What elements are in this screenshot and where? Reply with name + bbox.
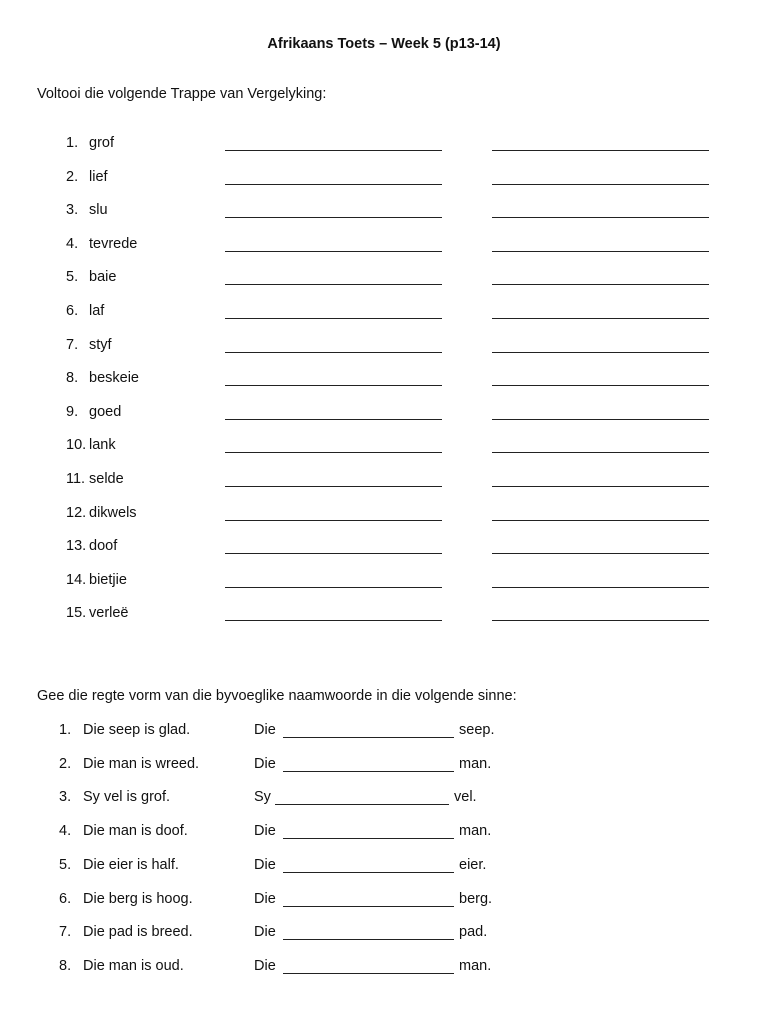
answer-blank[interactable]	[283, 838, 454, 839]
item-number: 15.	[66, 605, 87, 622]
comparison-row	[0, 303, 768, 323]
comparison-row	[0, 471, 768, 491]
adjective-word: slu	[89, 202, 108, 219]
source-sentence: Die man is wreed.	[83, 755, 200, 772]
item-number: 5.	[59, 856, 72, 873]
answer-prefix: Die	[254, 755, 276, 772]
answer-blank[interactable]	[283, 737, 454, 738]
adjective-word: lank	[89, 437, 116, 454]
comparative-answer-line[interactable]	[225, 419, 442, 420]
adjective-word: doof	[89, 538, 118, 555]
comparative-answer-line[interactable]	[225, 217, 442, 218]
superlative-answer-line[interactable]	[492, 150, 709, 151]
section2-instruction: Gee die regte vorm van die byvoeglike naamwoorde in die volgende sinne:	[37, 688, 517, 704]
superlative-answer-line[interactable]	[492, 520, 709, 521]
answer-suffix: man.	[459, 755, 492, 772]
item-number: 9.	[66, 403, 79, 420]
comparative-answer-line[interactable]	[225, 150, 442, 151]
comparative-answer-line[interactable]	[225, 553, 442, 554]
superlative-answer-line[interactable]	[492, 553, 709, 554]
superlative-answer-line[interactable]	[492, 251, 709, 252]
comparison-row	[0, 269, 768, 289]
item-number: 4.	[66, 235, 79, 252]
adjective-word: bietjie	[89, 571, 127, 588]
item-number: 8.	[66, 370, 79, 387]
page-title: Afrikaans Toets – Week 5 (p13-14)	[267, 36, 501, 52]
comparative-answer-line[interactable]	[225, 318, 442, 319]
superlative-answer-line[interactable]	[492, 284, 709, 285]
adjective-word: dikwels	[89, 504, 137, 521]
comparison-row	[0, 202, 768, 222]
comparison-row	[0, 337, 768, 357]
adjective-word: laf	[89, 303, 105, 319]
sentence-row	[0, 958, 768, 978]
item-number: 2.	[59, 755, 72, 772]
sentence-row	[0, 924, 768, 944]
item-number: 13.	[66, 538, 87, 555]
answer-blank[interactable]	[283, 771, 454, 772]
item-number: 3.	[66, 202, 79, 219]
answer-blank[interactable]	[283, 872, 454, 873]
comparative-answer-line[interactable]	[225, 284, 442, 285]
answer-prefix: Die	[254, 957, 276, 974]
item-number: 14.	[66, 571, 87, 588]
item-number: 5.	[66, 269, 79, 286]
comparative-answer-line[interactable]	[225, 184, 442, 185]
adjective-word: grof	[89, 135, 114, 151]
comparison-row	[0, 605, 768, 625]
sentence-row	[0, 789, 768, 809]
item-number: 1.	[66, 135, 79, 151]
comparative-answer-line[interactable]	[225, 385, 442, 386]
adjective-word: baie	[89, 269, 117, 286]
adjective-word: styf	[89, 336, 112, 353]
source-sentence: Die seep is glad.	[83, 722, 191, 738]
item-number: 7.	[66, 336, 79, 353]
superlative-answer-line[interactable]	[492, 385, 709, 386]
adjective-word: beskeie	[89, 370, 139, 387]
comparative-answer-line[interactable]	[225, 520, 442, 521]
section1-instruction: Voltooi die volgende Trappe van Vergelyking:	[37, 86, 327, 102]
sentence-row	[0, 722, 768, 742]
item-number: 4.	[59, 823, 72, 840]
adjective-word: lief	[89, 168, 108, 185]
answer-prefix: Die	[254, 722, 276, 738]
answer-prefix: Die	[254, 924, 276, 941]
answer-prefix: Die	[254, 890, 276, 907]
sentence-row	[0, 857, 768, 877]
answer-suffix: seep.	[459, 722, 495, 738]
source-sentence: Die man is doof.	[83, 823, 188, 840]
answer-prefix: Sy	[254, 789, 271, 806]
comparison-row	[0, 572, 768, 592]
source-sentence: Die man is oud.	[83, 957, 184, 974]
comparative-answer-line[interactable]	[225, 452, 442, 453]
answer-blank[interactable]	[283, 906, 454, 907]
item-number: 12.	[66, 504, 87, 521]
item-number: 3.	[59, 789, 72, 806]
answer-prefix: Die	[254, 856, 276, 873]
superlative-answer-line[interactable]	[492, 620, 709, 621]
answer-blank[interactable]	[275, 804, 449, 805]
adjective-word: goed	[89, 403, 122, 420]
sentence-row	[0, 891, 768, 911]
answer-suffix: man.	[459, 957, 492, 974]
comparison-row	[0, 370, 768, 390]
superlative-answer-line[interactable]	[492, 419, 709, 420]
comparative-answer-line[interactable]	[225, 620, 442, 621]
adjective-word: selde	[89, 471, 124, 487]
source-sentence: Sy vel is grof.	[83, 789, 171, 806]
item-number: 8.	[59, 957, 72, 974]
source-sentence: Die pad is breed.	[83, 924, 193, 941]
item-number: 6.	[59, 890, 72, 907]
source-sentence: Die berg is hoog.	[83, 890, 193, 907]
comparative-answer-line[interactable]	[225, 352, 442, 353]
item-number: 6.	[66, 303, 79, 319]
comparative-answer-line[interactable]	[225, 587, 442, 588]
adjective-word: verleë	[89, 605, 129, 622]
answer-suffix: vel.	[454, 789, 477, 806]
item-number: 1.	[59, 722, 72, 738]
item-number: 11.	[66, 471, 86, 487]
answer-suffix: man.	[459, 823, 492, 840]
comparison-row	[0, 538, 768, 558]
answer-blank[interactable]	[283, 973, 454, 974]
item-number: 10.	[66, 437, 87, 454]
comparison-row	[0, 505, 768, 525]
superlative-answer-line[interactable]	[492, 352, 709, 353]
item-number: 2.	[66, 168, 79, 185]
superlative-answer-line[interactable]	[492, 452, 709, 453]
item-number: 7.	[59, 924, 72, 941]
adjective-word: tevrede	[89, 235, 138, 252]
answer-suffix: eier.	[459, 856, 487, 873]
comparison-row	[0, 135, 768, 155]
superlative-answer-line[interactable]	[492, 217, 709, 218]
comparative-answer-line[interactable]	[225, 251, 442, 252]
sentence-row	[0, 823, 768, 843]
comparison-row	[0, 404, 768, 424]
superlative-answer-line[interactable]	[492, 184, 709, 185]
answer-blank[interactable]	[283, 939, 454, 940]
sentence-row	[0, 756, 768, 776]
comparative-answer-line[interactable]	[225, 486, 442, 487]
superlative-answer-line[interactable]	[492, 587, 709, 588]
answer-suffix: pad.	[459, 924, 488, 941]
answer-prefix: Die	[254, 823, 276, 840]
source-sentence: Die eier is half.	[83, 856, 179, 873]
comparison-row	[0, 169, 768, 189]
comparison-row	[0, 236, 768, 256]
superlative-answer-line[interactable]	[492, 318, 709, 319]
superlative-answer-line[interactable]	[492, 486, 709, 487]
answer-suffix: berg.	[459, 890, 493, 907]
comparison-row	[0, 437, 768, 457]
